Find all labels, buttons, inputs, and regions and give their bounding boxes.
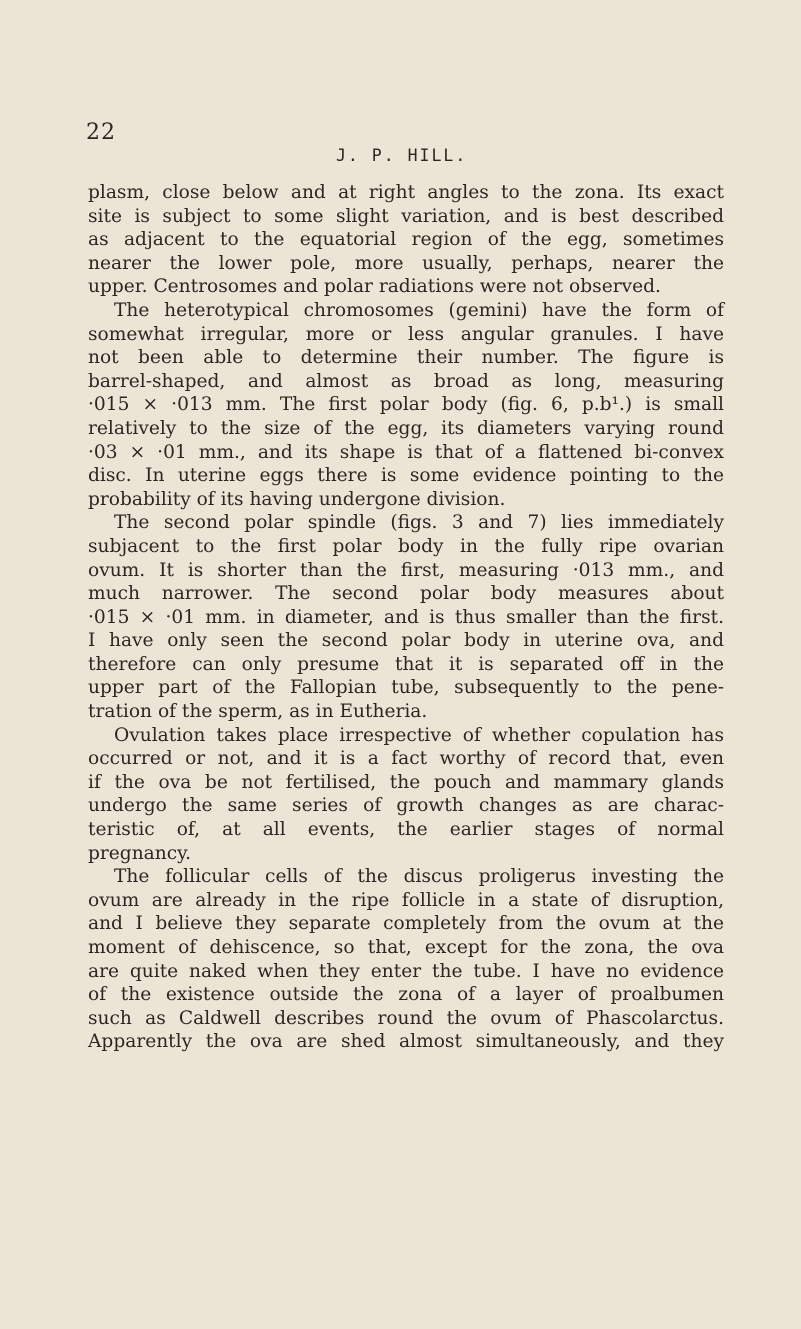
text-line: upper part of the Fallopian tube, subsequently to the pene- bbox=[88, 677, 724, 699]
text-line: ·015 × ·01 mm. in diameter, and is thus smaller than the first. bbox=[88, 606, 724, 628]
text-line: ·03 × ·01 mm., and its shape is that of a flattened bi-convex bbox=[88, 441, 724, 463]
text-line: The second polar spindle (figs. 3 and 7) lies immediately bbox=[114, 512, 724, 534]
text-line: barrel-shaped, and almost as broad as long, measuring bbox=[88, 370, 724, 392]
text-line: ovum are already in the ripe follicle in a state of disruption, bbox=[88, 889, 724, 911]
text-line: probability of its having undergone division. bbox=[88, 488, 506, 510]
text-line: plasm, close below and at right angles to the zona. Its exact bbox=[88, 182, 724, 203]
text-line: undergo the same series of growth changes as are charac- bbox=[88, 795, 724, 817]
text-line: nearer the lower pole, more usually, perhaps, nearer the bbox=[88, 252, 724, 274]
text-line: of the existence outside the zona of a layer of proalbumen bbox=[88, 984, 724, 1006]
page-number: 22 bbox=[86, 120, 116, 145]
text-line: and I believe they separate completely from the ovum at the bbox=[88, 913, 724, 935]
text-line: The heterotypical chromosomes (gemini) have the form of bbox=[114, 299, 724, 321]
text-line: tration of the sperm, as in Eutheria. bbox=[88, 701, 428, 723]
text-line: therefore can only presume that it is separated off in the bbox=[88, 653, 724, 675]
text-line: somewhat irregular, more or less angular granules. I have bbox=[88, 323, 724, 345]
text-line: occurred or not, and it is a fact worthy of record that, even bbox=[88, 748, 724, 770]
text-line: not been able to determine their number. The figure is bbox=[88, 347, 724, 369]
text-line: pregnancy. bbox=[88, 842, 192, 864]
text-line: such as Caldwell describes round the ovum of Phascolarctus. bbox=[88, 1007, 724, 1029]
text-line: if the ova be not fertilised, the pouch and mammary glands bbox=[88, 771, 724, 793]
body-text bbox=[88, 181, 724, 1054]
text-line: I have only seen the second polar body in uterine ova, and bbox=[88, 630, 724, 652]
text-line: site is subject to some slight variation, and is best described bbox=[88, 205, 724, 227]
text-line: as adjacent to the equatorial region of the egg, sometimes bbox=[88, 229, 724, 251]
text-line: teristic of, at all events, the earlier stages of normal bbox=[88, 819, 724, 841]
text-line: ·015 × ·013 mm. The first polar body (fig. 6, p.b¹.) is small bbox=[88, 394, 724, 416]
text-line: upper. Centrosomes and polar radiations were not observed. bbox=[88, 276, 661, 298]
text-line: moment of dehiscence, so that, except for the zona, the ova bbox=[88, 937, 724, 958]
text-line: Ovulation takes place irrespective of whether copulation has bbox=[114, 724, 724, 746]
text-line: The follicular cells of the discus proligerus investing the bbox=[114, 866, 724, 888]
text-line: ovum. It is shorter than the first, measuring ·013 mm., and bbox=[88, 559, 724, 581]
text-line: disc. In uterine eggs there is some evidence pointing to the bbox=[88, 465, 724, 487]
text-line: subjacent to the first polar body in the fully ripe ovarian bbox=[88, 535, 724, 557]
text-line: much narrower. The second polar body measures about bbox=[88, 583, 724, 605]
text-line: Apparently the ova are shed almost simultaneously, and they bbox=[88, 1031, 724, 1053]
running-head: J. P. HILL. bbox=[336, 146, 468, 165]
text-line: relatively to the size of the egg, its diameters varying round bbox=[88, 417, 724, 439]
text-line: are quite naked when they enter the tube. I have no evidence bbox=[88, 960, 724, 982]
